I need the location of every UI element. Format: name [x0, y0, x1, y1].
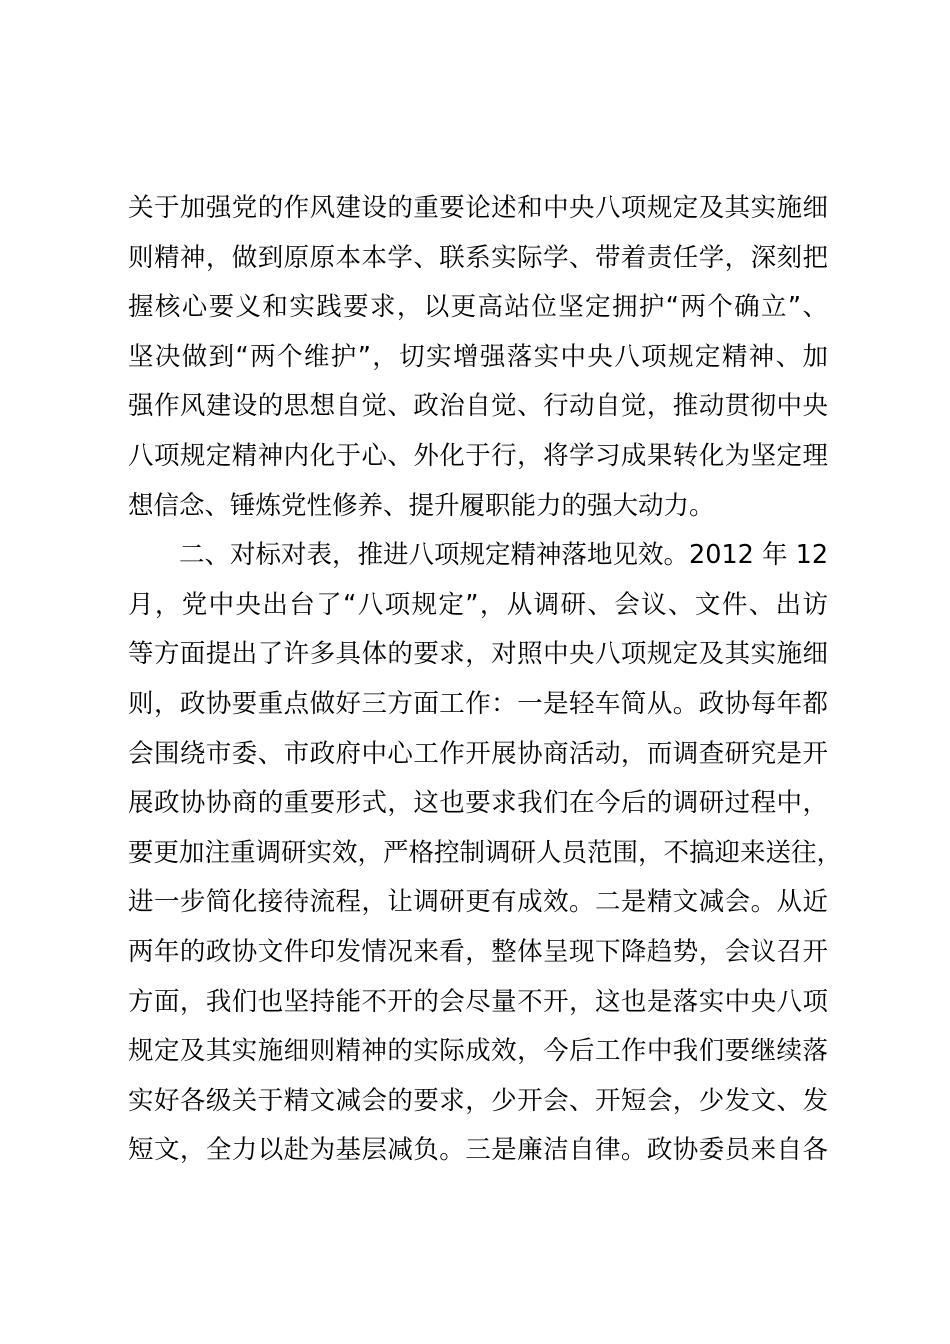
text-line: 要更加注重调研实效，严格控制调研人员范围，不搞迎来送往， [128, 837, 843, 868]
text-line: 会围绕市委、市政府中心工作开展协商活动，而调查研究是开 [128, 738, 828, 769]
text-line: 实好各级关于精文减会的要求，少开会、开短会，少发文、发 [128, 1085, 828, 1116]
text-line: 则精神，做到原原本本学、联系实际学、带着责任学，深刻把 [128, 242, 828, 273]
text-line: 进一步简化接待流程，让调研更有成效。二是精文减会。从近 [128, 887, 828, 918]
text-line: 短文，全力以赴为基层减负。三是廉洁自律。政协委员来自各 [128, 1135, 828, 1166]
text-line: 方面，我们也坚持能不开的会尽量不开，这也是落实中央八项 [128, 986, 828, 1017]
text-line: 八项规定精神内化于心、外化于行，将学习成果转化为坚定理 [128, 440, 828, 471]
body-text [128, 184, 843, 1176]
text-line: 二、对标对表，推进八项规定精神落地见效。2012 年 12 [128, 540, 829, 571]
text-line: 想信念、锤炼党性修养、提升履职能力的强大动力。 [128, 490, 715, 521]
text-line: 强作风建设的思想自觉、政治自觉、行动自觉，推动贯彻中央 [128, 391, 828, 422]
text-line: 等方面提出了许多具体的要求，对照中央八项规定及其实施细 [128, 639, 828, 670]
text-line: 则，政协要重点做好三方面工作：一是轻车简从。政协每年都 [128, 688, 828, 719]
text-line: 两年的政协文件印发情况来看，整体呈现下降趋势，会议召开 [128, 936, 828, 967]
text-line: 规定及其实施细则精神的实际成效，今后工作中我们要继续落 [128, 1036, 828, 1067]
text-line: 展政协协商的重要形式，这也要求我们在今后的调研过程中， [128, 788, 828, 819]
text-line: 握核心要义和实践要求，以更高站位坚定拥护“两个确立”、 [128, 292, 828, 323]
text-line: 关于加强党的作风建设的重要论述和中央八项规定及其实施细 [128, 193, 828, 223]
text-line: 坚决做到“两个维护”，切实增强落实中央八项规定精神、加 [128, 341, 828, 372]
text-line: 月，党中央出台了“八项规定”，从调研、会议、文件、出访 [128, 589, 828, 620]
